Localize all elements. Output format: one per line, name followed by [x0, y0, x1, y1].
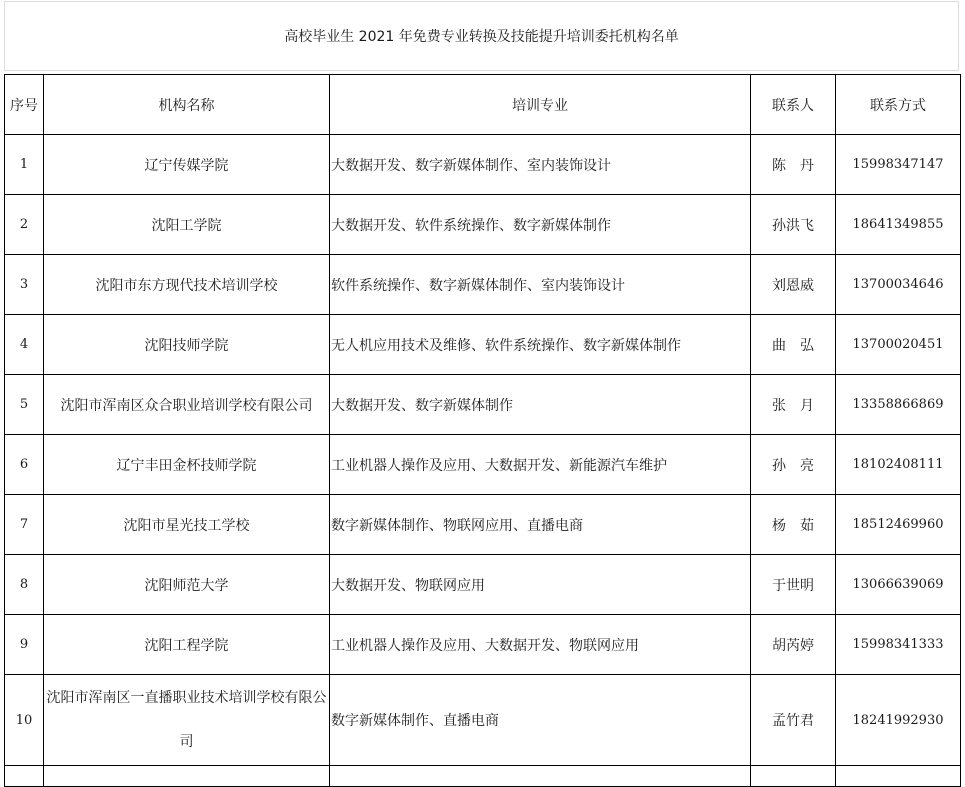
header-major: 培训专业 [330, 75, 751, 135]
cell-empty [44, 766, 330, 787]
table-row [5, 555, 961, 615]
row-major: 大数据开发、数字新媒体制作、室内装饰设计 [330, 135, 751, 195]
row-org: 沈阳工学院 [44, 195, 330, 255]
row-major: 工业机器人操作及应用、大数据开发、物联网应用 [330, 615, 751, 675]
table-row [5, 495, 961, 555]
row-contact: 孟竹君 [751, 675, 836, 766]
table-row [5, 135, 961, 195]
row-org: 沈阳市东方现代技术培训学校 [44, 255, 330, 315]
row-phone: 13358866869 [836, 375, 961, 435]
row-major: 大数据开发、软件系统操作、数字新媒体制作 [330, 195, 751, 255]
row-no: 3 [5, 255, 44, 315]
cell-empty [751, 766, 836, 787]
row-org: 沈阳师范大学 [44, 555, 330, 615]
row-major: 软件系统操作、数字新媒体制作、室内装饰设计 [330, 255, 751, 315]
row-phone: 13700034646 [836, 255, 961, 315]
header-no: 序号 [5, 75, 44, 135]
row-contact: 刘恩威 [751, 255, 836, 315]
cell-empty [836, 766, 961, 787]
row-phone: 13700020451 [836, 315, 961, 375]
row-org: 沈阳市浑南区一直播职业技术培训学校有限公司 [44, 675, 330, 766]
table-row [5, 375, 961, 435]
row-contact: 张 月 [751, 375, 836, 435]
row-phone: 18641349855 [836, 195, 961, 255]
row-phone: 18512469960 [836, 495, 961, 555]
table-row [5, 615, 961, 675]
institution-table [4, 74, 961, 787]
row-org: 辽宁丰田金杯技师学院 [44, 435, 330, 495]
table-row [5, 675, 961, 766]
cell-empty [5, 766, 44, 787]
row-no: 8 [5, 555, 44, 615]
row-phone: 13066639069 [836, 555, 961, 615]
row-no: 4 [5, 315, 44, 375]
header-contact: 联系人 [751, 75, 836, 135]
table-header-row [5, 75, 961, 135]
row-major: 无人机应用技术及维修、软件系统操作、数字新媒体制作 [330, 315, 751, 375]
row-phone: 18241992930 [836, 675, 961, 766]
row-no: 10 [5, 675, 44, 766]
page-title: 高校毕业生 2021 年免费专业转换及技能提升培训委托机构名单 [4, 1, 959, 71]
row-contact: 杨 茹 [751, 495, 836, 555]
row-no: 9 [5, 615, 44, 675]
row-phone: 15998347147 [836, 135, 961, 195]
row-no: 6 [5, 435, 44, 495]
header-phone: 联系方式 [836, 75, 961, 135]
table-row [5, 255, 961, 315]
row-major: 数字新媒体制作、物联网应用、直播电商 [330, 495, 751, 555]
table-row [5, 435, 961, 495]
row-contact: 胡芮婷 [751, 615, 836, 675]
row-major: 大数据开发、数字新媒体制作 [330, 375, 751, 435]
row-contact: 于世明 [751, 555, 836, 615]
row-phone: 15998341333 [836, 615, 961, 675]
row-phone: 18102408111 [836, 435, 961, 495]
row-major: 大数据开发、物联网应用 [330, 555, 751, 615]
row-org: 沈阳工程学院 [44, 615, 330, 675]
cell-empty [330, 766, 751, 787]
table-row [5, 315, 961, 375]
row-contact: 陈 丹 [751, 135, 836, 195]
row-no: 7 [5, 495, 44, 555]
row-major: 工业机器人操作及应用、大数据开发、新能源汽车维护 [330, 435, 751, 495]
header-org: 机构名称 [44, 75, 330, 135]
row-no: 5 [5, 375, 44, 435]
row-no: 2 [5, 195, 44, 255]
table-row-cut-off [5, 766, 961, 787]
row-org: 沈阳技师学院 [44, 315, 330, 375]
row-contact: 孙 亮 [751, 435, 836, 495]
table-row [5, 195, 961, 255]
row-contact: 曲 弘 [751, 315, 836, 375]
row-contact: 孙洪飞 [751, 195, 836, 255]
row-org: 沈阳市浑南区众合职业培训学校有限公司 [44, 375, 330, 435]
row-org: 沈阳市星光技工学校 [44, 495, 330, 555]
row-no: 1 [5, 135, 44, 195]
row-org: 辽宁传媒学院 [44, 135, 330, 195]
row-major: 数字新媒体制作、直播电商 [330, 675, 751, 766]
